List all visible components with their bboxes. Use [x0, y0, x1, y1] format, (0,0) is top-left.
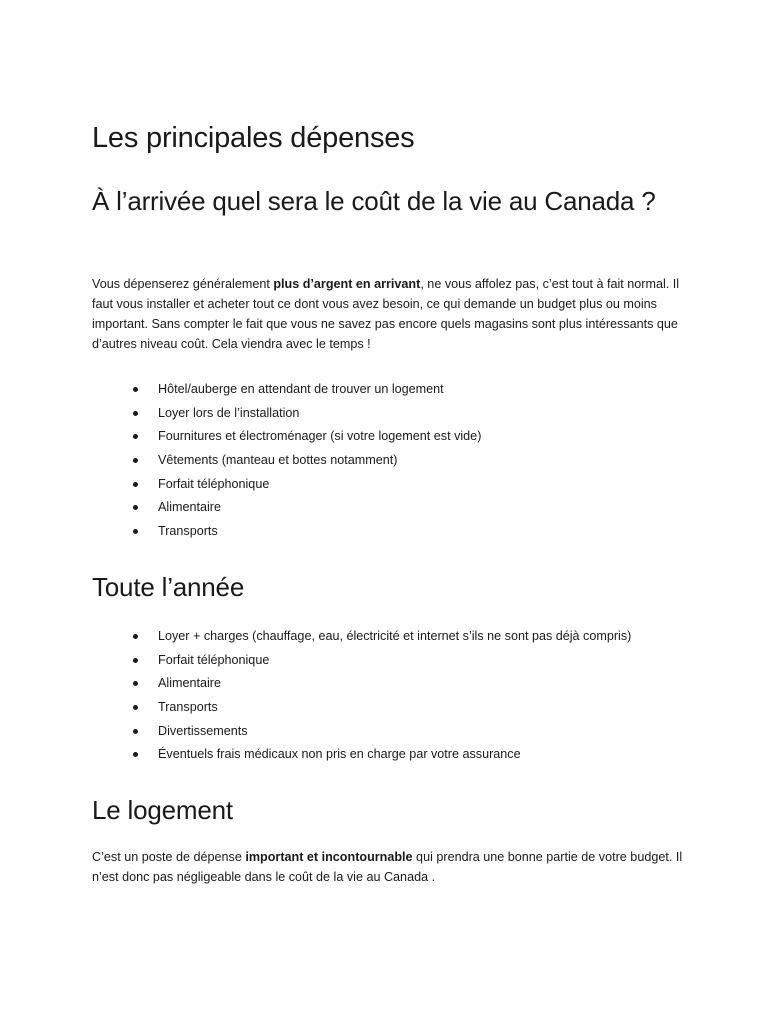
- year-expenses-list: [92, 627, 631, 769]
- list-item: [92, 522, 481, 546]
- bullet-icon: [133, 411, 138, 416]
- housing-text-end: qui prendra une bonne partie de votre budget. Il n’est donc pas négligeable dans le coût de la vie au Canada .: [92, 850, 683, 884]
- list-item-label: Forfait téléphonique: [158, 652, 270, 667]
- list-item: [92, 674, 631, 698]
- list-item-label: Loyer lors de l’installation: [158, 405, 300, 420]
- housing-text-start: C’est un poste de dépense: [92, 850, 246, 864]
- arrival-intro-text-end: , ne vous affolez pas, c’est tout à fait normal. Il faut vous installer et acheter tout ce dont vous avez besoin, ce qui demande un budget plus ou moins important. Sans compter le fait que vous ne savez pas encore quels magasins sont plus intéressants que d’autres niveau coût. Cela viendra avec le temps !: [92, 277, 680, 351]
- bullet-icon: [133, 634, 138, 639]
- bullet-icon: [133, 387, 138, 392]
- bullet-icon: [133, 529, 138, 534]
- arrival-intro-bold: plus d’argent en arrivant: [273, 277, 421, 291]
- page-title: Les principales dépenses: [92, 122, 415, 154]
- year-heading: Toute l’année: [92, 572, 245, 602]
- list-item: [92, 404, 481, 428]
- list-item-label: Transports: [158, 524, 218, 539]
- housing-paragraph: [92, 847, 692, 887]
- bullet-icon: [133, 482, 138, 487]
- arrival-expenses-list: [92, 380, 481, 546]
- bullet-icon: [133, 752, 138, 757]
- list-item-label: Fournitures et électroménager (si votre logement est vide): [158, 429, 482, 444]
- bullet-icon: [133, 458, 138, 463]
- list-item: [92, 722, 631, 746]
- bullet-icon: [133, 681, 138, 686]
- list-item: [92, 745, 631, 769]
- list-item: [92, 451, 481, 475]
- bullet-icon: [133, 729, 138, 734]
- list-item: [92, 627, 631, 651]
- list-item-label: Alimentaire: [158, 676, 221, 691]
- housing-heading: Le logement: [92, 795, 233, 825]
- list-item: [92, 475, 481, 499]
- list-item-label: Éventuels frais médicaux non pris en charge par votre assurance: [158, 747, 521, 762]
- list-item-label: Forfait téléphonique: [158, 476, 270, 491]
- housing-text-bold: important et incontournable: [245, 850, 413, 864]
- list-item-label: Transports: [158, 700, 218, 715]
- bullet-icon: [133, 505, 138, 510]
- list-item-label: Hôtel/auberge en attendant de trouver un logement: [158, 382, 444, 396]
- bullet-icon: [133, 705, 138, 710]
- list-item-label: Divertissements: [158, 723, 248, 738]
- arrival-heading: À l’arrivée quel sera le coût de la vie au Canada ?: [92, 186, 656, 216]
- arrival-intro-paragraph: [92, 274, 692, 354]
- list-item-label: Alimentaire: [158, 500, 221, 515]
- bullet-icon: [133, 434, 138, 439]
- bullet-icon: [133, 658, 138, 663]
- list-item-label: Vêtements (manteau et bottes notamment): [158, 453, 398, 468]
- list-item: [92, 698, 631, 722]
- list-item: [92, 380, 481, 404]
- list-item-label: Loyer + charges (chauffage, eau, électricité et internet s’ils ne sont pas déjà compris): [158, 629, 632, 643]
- list-item: [92, 498, 481, 522]
- list-item: [92, 427, 481, 451]
- list-item: [92, 651, 631, 675]
- arrival-intro-text-start: Vous dépenserez généralement: [92, 277, 274, 291]
